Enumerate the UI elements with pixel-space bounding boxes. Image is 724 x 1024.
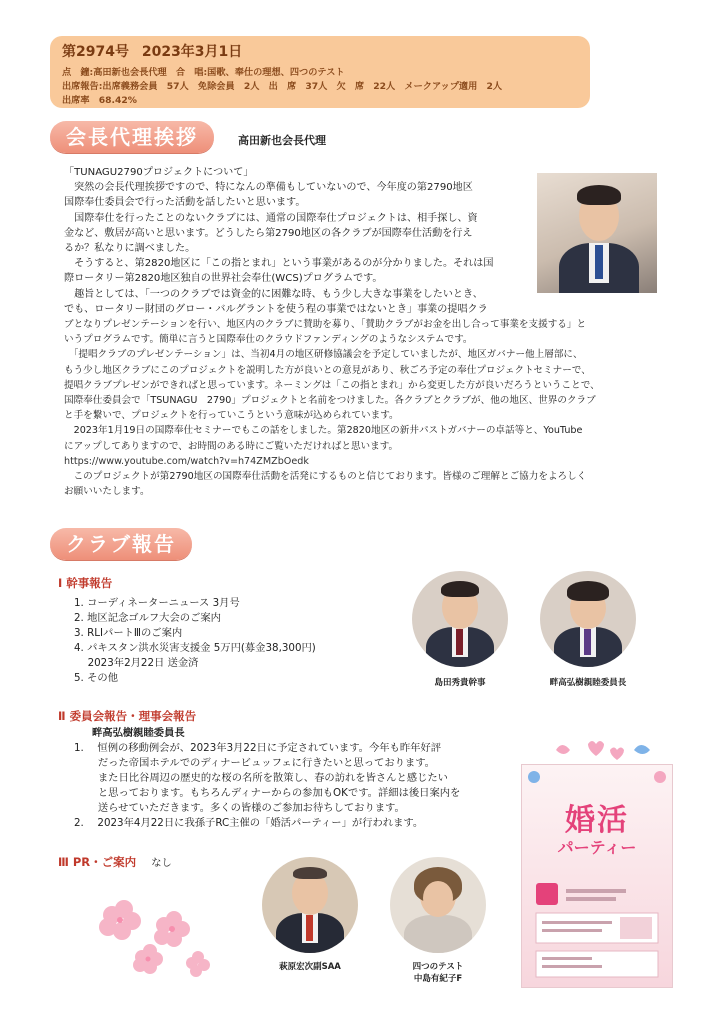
secretary-photo bbox=[412, 571, 508, 667]
list-item: 2023年2月22日 送金済 bbox=[74, 657, 199, 669]
four-test-caption-2: 中島有紀子F bbox=[413, 974, 463, 984]
paragraph-line: 提唱クラブプレゼンができればと思っています。ネーミングは「この指とまれ」から変更した方が良いだろうということで、 bbox=[64, 379, 600, 391]
list-item: 2. 地区記念ゴルフ大会のご案内 bbox=[74, 612, 221, 624]
list-item: また日比谷周辺の歴史的な桜の名所を散策し、春の訪れを皆さんと感じたい bbox=[74, 772, 448, 784]
four-test-photo bbox=[390, 857, 486, 953]
issue-number bbox=[62, 41, 242, 61]
president-photo bbox=[537, 173, 657, 293]
paragraph-line: 趣旨としては、「一つのクラブでは資金的に困難な時、もう少し大きな事業をしたいとき、 bbox=[64, 288, 483, 300]
paragraph-line: いうプログラムです。簡単に言うと国際奉仕のクラウドファンディングのようなシステムです。 bbox=[64, 334, 473, 346]
secretary-report-title: Ⅰ 幹事報告 bbox=[58, 576, 113, 590]
committee-speaker: 畔高弘樹親睦委員長 bbox=[92, 727, 185, 739]
president-body-wide bbox=[64, 317, 674, 499]
paragraph-line: 2023年1月19日の国際奉仕セミナーでもこの話をしました。第2820地区の新井パストガバナーの卓話等と、YouTube bbox=[64, 425, 583, 437]
list-item: 4. パキスタン洪水災害支援金 5万円(募金38,300円) bbox=[74, 642, 316, 654]
list-item: 送らせていただきます。多くの皆様のご参加お待ちしております。 bbox=[74, 802, 405, 814]
list-item: 5. その他 bbox=[74, 672, 118, 684]
secretary-report-list bbox=[74, 596, 316, 686]
committee-chair-caption: 畔高弘樹親睦委員長 bbox=[549, 678, 627, 688]
paragraph-line: 「TUNAGU2790プロジェクトについて」 bbox=[64, 167, 254, 178]
pr-note: なし bbox=[151, 857, 172, 869]
header-line-ceremony: 点 鐘:高田新也会長代理 合 唱:国歌、奉仕の理想、四つのテスト bbox=[62, 67, 345, 78]
poster-subtitle: パーティー bbox=[557, 838, 637, 857]
section-banner-club: クラブ報告 bbox=[50, 528, 192, 560]
secretary-caption: 島田秀貴幹事 bbox=[434, 678, 486, 688]
poster-title: 婚活 bbox=[565, 803, 629, 838]
pr-title: Ⅲ PR・ご案内 bbox=[58, 855, 137, 869]
paragraph-line: 金など、敷居が高いと思います。どうしたら第2790地区の各クラブが国際奉仕活動を行え bbox=[64, 227, 473, 239]
paragraph-line: 「提唱クラブのプレゼンテーション」は、当初4月の地区研修協議会を予定していましたが、地区ガバナー他上層部に、 bbox=[64, 349, 583, 361]
pr-section bbox=[58, 851, 172, 871]
committee-report-title: Ⅱ 委員会報告・理事会報告 bbox=[58, 709, 197, 723]
section-banner-president: 会長代理挨拶 bbox=[50, 121, 214, 153]
president-speaker: 高田新也会長代理 bbox=[238, 134, 326, 147]
saa-photo bbox=[262, 857, 358, 953]
list-item: 2. 2023年4月22日に我孫子RC主催の「婚活パーティー」が行われます。 bbox=[74, 817, 424, 829]
header-line-rate: 出席率 68.42% bbox=[62, 95, 138, 106]
paragraph-line: にアップしてありますので、お時間のある時にご覧いただければと思います。 bbox=[64, 440, 399, 452]
paragraph-line: もう少し地区クラブにこのプロジェクトを説明した方が良いとの意見があり、秋ごろ予定の奉仕プロジェクトセミナーで、 bbox=[64, 364, 591, 376]
konkatsu-party-poster bbox=[522, 765, 672, 987]
issue-label: 第2974号 bbox=[62, 44, 129, 60]
paragraph-line: 際ロータリー第2820地区独自の世界社会奉仕(WCS)プログラムです。 bbox=[64, 273, 383, 285]
list-item: 3. RLIパートⅢのご案内 bbox=[74, 627, 183, 639]
list-item: 1. コーディネーターニュース 3月号 bbox=[74, 597, 240, 609]
saa-caption: 萩原宏次副SAA bbox=[279, 962, 341, 972]
header-line-attendance: 出席報告:出席義務会員 57人 免除会員 2人 出 席 37人 欠 席 22人 メークアップ適用 2人 bbox=[62, 81, 503, 92]
issue-date: 2023年3月1日 bbox=[141, 44, 243, 60]
committee-report-list bbox=[74, 741, 460, 831]
four-test-caption-1: 四つのテスト bbox=[412, 962, 464, 972]
paragraph-line: 国際奉仕委員会で行った活動を話したいと思います。 bbox=[64, 197, 306, 209]
paragraph-line: 突然の会長代理挨拶ですので、特になんの準備もしていないので、今年度の第2790地区 bbox=[64, 182, 473, 194]
list-item: 1. 恒例の移動例会が、2023年3月22日に予定されています。今年も昨年好評 bbox=[74, 742, 442, 754]
paragraph-line: 国際奉仕を行ったことのないクラブには、通常の国際奉仕プロジェクトは、相手探し、資 bbox=[64, 212, 478, 224]
paragraph-line: るか？私なりに調べました。 bbox=[64, 243, 196, 255]
paragraph-line: このプロジェクトが第2790地区の国際奉仕活動を活発にするものと信じております。皆様のご理解とご協力をよろしく bbox=[64, 471, 587, 483]
list-item: だった帝国ホテルでのディナービュッフェに行きたいと思っております。 bbox=[74, 757, 435, 769]
list-item: と思っております。もちろんディナーからの参加もOKです。詳細は後日案内を bbox=[74, 787, 461, 799]
paragraph-line: でも、ロータリー財団のグロー・バルグラントを使う程の事業ではないとき」事業の提唱クラ bbox=[64, 303, 488, 315]
paragraph-line: そうすると、第2820地区に「この指とまれ」という事業があるのが分かりました。それは国 bbox=[64, 258, 494, 270]
youtube-link[interactable]: https://www.youtube.com/watch?v=h74ZMZbOedk bbox=[64, 455, 309, 467]
president-body bbox=[64, 165, 534, 317]
birds-hearts-icon bbox=[548, 736, 658, 766]
cherry-blossom-icon bbox=[92, 895, 212, 985]
paragraph-line: と手を繋いで、プロジェクトを行っていこうという意味が込められています。 bbox=[64, 410, 399, 422]
paragraph-line: ブとなりプレゼンテーションを行い、地区内のクラブに賛助を募り、「賛助クラブがお金を出し合って事業を支援する」と bbox=[64, 319, 587, 330]
paragraph-line: お願いいたします。 bbox=[64, 486, 150, 498]
paragraph-line: 国際奉仕委員会で「TSUNAGU 2790」プロジェクトと名前をつけました。各クラブとクラブが、他の地区、世界のクラブ bbox=[64, 395, 596, 407]
committee-chair-photo bbox=[540, 571, 636, 667]
